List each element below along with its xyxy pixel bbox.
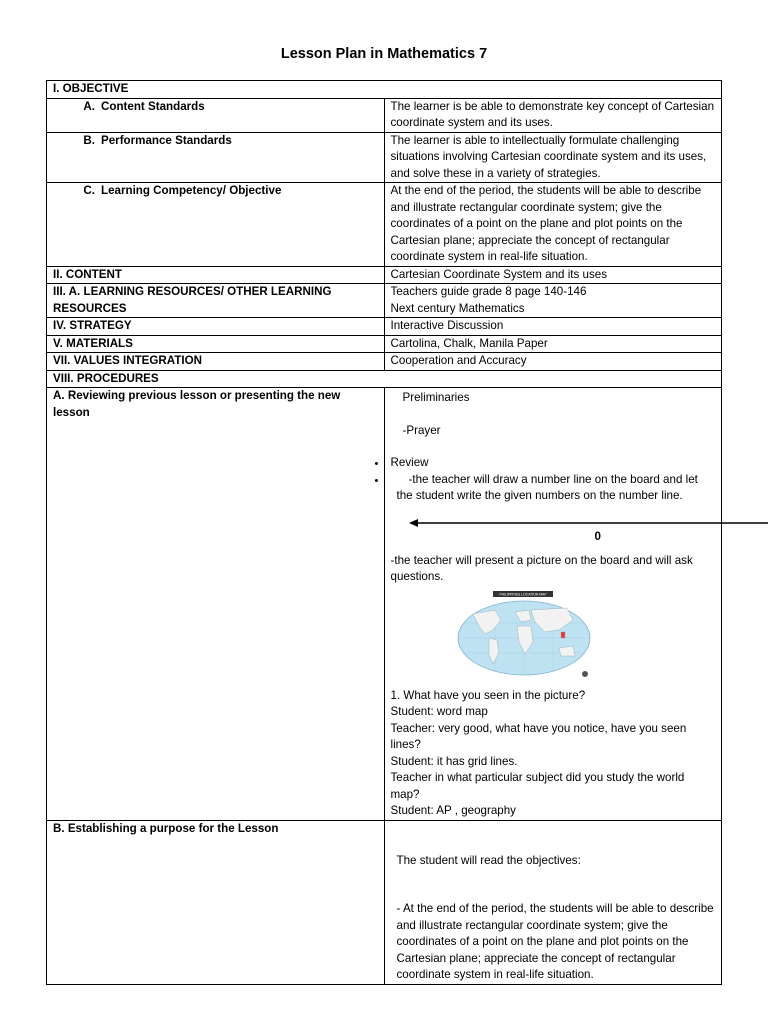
objective-row <box>47 81 722 99</box>
materials-row <box>47 335 722 353</box>
prayer-text: -Prayer <box>402 423 441 437</box>
lesson-plan-table <box>46 80 722 985</box>
procedure-b-label: B. Establishing a purpose for the Lesson <box>47 820 385 984</box>
content-standards-text: The learner is be able to demonstrate key concept of Cartesian coordinate system and its uses. <box>384 98 722 132</box>
dialog-line: Teacher: very good, what have you notice, have you seen lines? <box>390 721 687 751</box>
map-title: PHILIPPINES LOCATION MAP <box>498 592 547 597</box>
picture-description: -the teacher will present a picture on the board and will ask questions. <box>390 553 693 583</box>
review-description: -the teacher will draw a number line on the board and let the student write the given numbers on the number line. <box>396 472 698 502</box>
procedure-a-row <box>47 388 722 821</box>
purpose-intro: The student will read the objectives: <box>396 853 581 867</box>
item-letter: A. <box>83 99 95 113</box>
dialog-line: Teacher in what particular subject did you study the world map? <box>390 771 685 801</box>
procedure-a-label: A. Reviewing previous lesson or presenting the new lesson <box>47 388 385 821</box>
purpose-objective: - At the end of the period, the students will be able to describe and illustrate rectangular coordinate system; give the coordinates of a point on the plane and plot points on the Cartesian plane; appreciate the concept of rectangular coordinate system in real-life situation. <box>396 902 714 981</box>
review-text: Review <box>390 456 429 469</box>
learning-competency-text: At the end of the period, the students will be able to describe and illustrate rectangular coordinate system; give the coordinates of a point on the plane and plot points on the Cartesian plane; appreciate the concept of rectangular coordinate system in real-life situation. <box>384 183 722 267</box>
learning-competency-label: Learning Competency/ Objective <box>101 184 282 197</box>
learning-competency-row <box>47 183 722 267</box>
procedures-heading: VIII. PROCEDURES <box>47 370 722 388</box>
resources-line-1: Teachers guide grade 8 page 140-146 <box>390 285 587 298</box>
strategy-label: IV. STRATEGY <box>47 318 385 336</box>
objective-heading: I. OBJECTIVE <box>47 81 722 99</box>
bullet-icon: • <box>374 474 379 487</box>
values-text: Cooperation and Accuracy <box>384 353 722 371</box>
bullet-icon: • <box>374 458 379 470</box>
item-letter: B. <box>83 133 95 147</box>
strategy-row <box>47 318 722 336</box>
content-row <box>47 266 722 284</box>
number-line-zero: 0 <box>594 529 601 543</box>
dialog-line: Student: word map <box>390 705 488 718</box>
dialog-list <box>391 688 716 820</box>
resources-row <box>47 284 722 318</box>
content-standards-row <box>47 98 722 132</box>
materials-label: V. MATERIALS <box>47 335 385 353</box>
page-title: Lesson Plan in Mathematics 7 <box>280 46 488 62</box>
number-line <box>409 515 768 551</box>
strategy-text: Interactive Discussion <box>384 318 722 336</box>
bullet-list <box>375 456 379 489</box>
world-map-image <box>455 590 593 680</box>
performance-standards-text: The learner is able to intellectually formulate challenging situations involving Cartesian coordinate system and its uses, and solve these in a variety of strategies. <box>384 132 722 183</box>
dialog-line: Student: AP , geography <box>390 804 516 817</box>
performance-standards-label: Performance Standards <box>101 133 232 147</box>
resources-label: III. A. LEARNING RESOURCES/ OTHER LEARNING RESOURCES <box>47 284 385 318</box>
performance-standards-row <box>47 132 722 183</box>
item-letter: C. <box>83 184 95 197</box>
dialog-line: Student: it has grid lines. <box>390 754 518 768</box>
content-label: II. CONTENT <box>47 266 385 284</box>
content-text: Cartesian Coordinate System and its uses <box>384 266 722 284</box>
resources-line-2: Next century Mathematics <box>390 301 525 315</box>
procedures-row <box>47 370 722 388</box>
dialog-line: 1. What have you seen in the picture? <box>390 688 586 702</box>
number-line-arrow <box>409 515 768 531</box>
content-standards-label: Content Standards <box>101 99 205 113</box>
procedure-b-row <box>47 820 722 984</box>
values-row <box>47 353 722 371</box>
preliminaries-text: Preliminaries <box>402 391 470 404</box>
materials-text: Cartolina, Chalk, Manila Paper <box>384 335 722 353</box>
values-label: VII. VALUES INTEGRATION <box>47 353 385 371</box>
